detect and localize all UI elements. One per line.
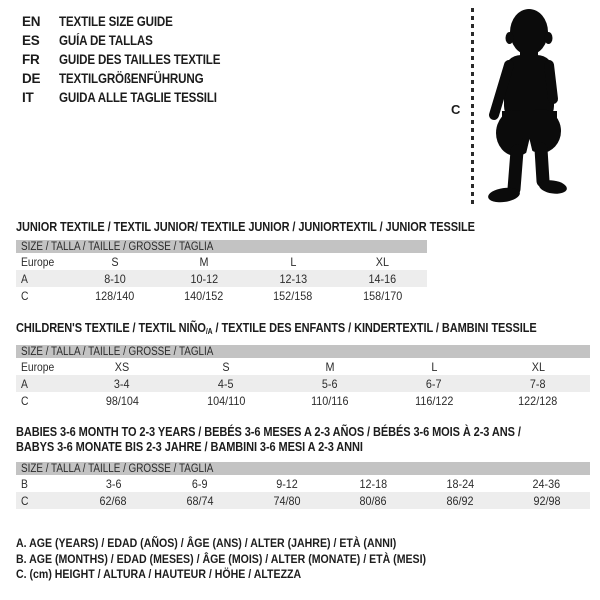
section-title-part: /A xyxy=(205,327,213,336)
row-label xyxy=(16,477,70,491)
table-cell-text: 80/86 xyxy=(359,493,387,508)
table-cell-text: 6-7 xyxy=(426,376,442,391)
language-row-de xyxy=(22,69,247,88)
legend-line-c xyxy=(16,567,493,583)
section-title-text xyxy=(16,424,521,454)
row-label-text: C xyxy=(21,493,29,508)
table-cell xyxy=(486,377,590,391)
section-title-part: / TEXTILE DES ENFANTS / KINDERTEXTIL / BAMBINI TESSILE xyxy=(212,320,537,335)
section-title-part: BABYS 3-6 MONATE BIS 2-3 JAHRE / BAMBINI 3-6 MESI A 2-3 ANNI xyxy=(16,439,363,454)
table-cell-text: 14-16 xyxy=(368,271,397,286)
table-cell xyxy=(243,477,330,491)
table-cell-text: 12-13 xyxy=(279,271,307,286)
table-cell-text: L xyxy=(430,359,438,374)
table-cell-text: 24-36 xyxy=(532,476,561,491)
table-cell-text: 7-8 xyxy=(530,376,546,391)
section-title-children xyxy=(16,320,600,339)
height-measure-label: C xyxy=(451,102,461,117)
row-label-text: C xyxy=(21,393,29,408)
table-cell-text: 86/92 xyxy=(446,493,474,508)
table-cell xyxy=(330,477,417,491)
language-guide-title-text: GUÍA DE TALLAS xyxy=(59,33,153,48)
row-label xyxy=(16,255,70,269)
row-label-text: B xyxy=(21,476,28,491)
table-cell-text: 122/128 xyxy=(518,393,558,408)
table-cell xyxy=(159,272,248,286)
table-cell-text: 5-6 xyxy=(322,376,338,391)
table-cell-text: 8-10 xyxy=(103,271,126,286)
section-title-part: BABIES 3-6 MONTH TO 2-3 YEARS / BEBÉS 3-6 MESES A 2-3 AÑOS / BÉBÉS 3-6 MOIS À 2-3 ANS / xyxy=(16,424,521,439)
table-cell xyxy=(157,477,244,491)
legend-line-a xyxy=(16,536,493,552)
table-cell xyxy=(243,494,330,508)
table-cell-text: 6-9 xyxy=(192,476,208,491)
row-label-text: A xyxy=(21,271,28,286)
table-cell-text: 74/80 xyxy=(273,493,301,508)
language-code: FR xyxy=(22,52,40,67)
row-label xyxy=(16,360,70,374)
section-title-junior xyxy=(16,219,550,234)
table-cell xyxy=(70,494,157,508)
table-row-c xyxy=(16,392,590,409)
size-bar-text: SIZE / TALLA / TAILLE / GRÖSSE / TAGLIA xyxy=(21,462,214,475)
table-cell-text: S xyxy=(222,359,230,374)
size-bar-text: SIZE / TALLA / TAILLE / GRÖSSE / TAGLIA xyxy=(21,240,214,253)
table-cell-text: 116/122 xyxy=(414,393,454,408)
table-cell xyxy=(249,289,338,303)
section-title-part: JUNIOR TEXTILE / TEXTIL JUNIOR/ TEXTILE JUNIOR / JUNIORTEXTIL / JUNIOR TESSILE xyxy=(16,219,475,234)
table-row-a xyxy=(16,270,427,287)
table-cell-text: 110/116 xyxy=(311,393,349,408)
table-cell-text: 128/140 xyxy=(95,288,135,303)
table-cell-text: XS xyxy=(114,359,130,374)
table-row-c xyxy=(16,287,427,304)
table-cell xyxy=(174,360,278,374)
table-cell xyxy=(338,272,427,286)
table-cell xyxy=(159,255,248,269)
table-cell xyxy=(382,377,486,391)
table-cell-text: 12-18 xyxy=(359,476,388,491)
section-title-text xyxy=(16,320,537,339)
table-cell xyxy=(174,394,278,408)
language-guide-title-text: TEXTILE SIZE GUIDE xyxy=(59,14,173,29)
language-code: ES xyxy=(22,33,40,48)
table-cell xyxy=(70,360,174,374)
table-cell-text: 3-6 xyxy=(105,476,122,491)
table-row-b xyxy=(16,475,590,492)
legend-line-b xyxy=(16,552,493,568)
table-row-c xyxy=(16,492,590,509)
table-cell xyxy=(503,477,590,491)
table-row-europe xyxy=(16,358,590,375)
language-row-es xyxy=(22,31,247,50)
legend-line-text: A. AGE (YEARS) / EDAD (AÑOS) / ÂGE (ANS) / ALTER (JAHRE) / ETÀ (ANNI) xyxy=(16,536,397,550)
table-row-europe xyxy=(16,253,427,270)
table-cell xyxy=(70,255,159,269)
table-cell xyxy=(417,477,504,491)
language-guide-title-text: TEXTILGRÖßENFÜHRUNG xyxy=(59,71,204,86)
table-cell xyxy=(249,255,338,269)
language-guide-title xyxy=(59,33,168,48)
language-header xyxy=(22,12,247,107)
table-cell xyxy=(174,377,278,391)
table-cell xyxy=(70,377,174,391)
table-cell xyxy=(278,360,382,374)
toddler-silhouette-icon xyxy=(478,5,574,209)
table-cell-text: 3-4 xyxy=(114,376,130,391)
section-title-babies xyxy=(16,424,600,454)
table-cell-text: 9-12 xyxy=(275,476,298,491)
language-row-fr xyxy=(22,50,247,69)
table-row-a xyxy=(16,375,590,392)
table-cell-text: 140/152 xyxy=(184,288,224,303)
table-cell-text: 98/104 xyxy=(105,393,139,408)
row-label xyxy=(16,494,70,508)
table-cell xyxy=(159,289,248,303)
table-cell xyxy=(70,394,174,408)
row-label xyxy=(16,289,70,303)
language-guide-title xyxy=(59,14,191,29)
table-cell xyxy=(157,494,244,508)
language-guide-title xyxy=(59,71,227,86)
table-cell xyxy=(338,255,427,269)
table-cell-text: 10-12 xyxy=(190,271,218,286)
table-cell-text: M xyxy=(325,359,335,374)
table-cell xyxy=(70,289,159,303)
table-cell-text: 4-5 xyxy=(218,376,234,391)
row-label xyxy=(16,377,70,391)
row-label-text: C xyxy=(21,288,29,303)
table-cell xyxy=(338,289,427,303)
table-cell-text: 18-24 xyxy=(446,476,474,491)
language-row-it xyxy=(22,88,247,107)
row-label-text: Europe xyxy=(21,359,55,374)
table-cell-text: 68/74 xyxy=(186,493,214,508)
size-bar-text: SIZE / TALLA / TAILLE / GRÖSSE / TAGLIA xyxy=(21,345,214,358)
table-cell-text: M xyxy=(199,254,209,269)
table-cell-text: 158/170 xyxy=(362,288,402,303)
size-table-babies xyxy=(16,462,590,509)
row-label-text: Europe xyxy=(21,254,55,269)
language-row-en xyxy=(22,12,247,31)
table-cell xyxy=(70,272,159,286)
table-cell xyxy=(278,394,382,408)
legend-line-text: C. (cm) HEIGHT / ALTURA / HAUTEUR / HÖHE / ALTEZZA xyxy=(16,567,302,581)
language-guide-title-text: GUIDE DES TAILLES TEXTILE xyxy=(59,52,221,67)
table-cell xyxy=(278,377,382,391)
table-cell-text: 62/68 xyxy=(99,493,127,508)
row-label xyxy=(16,272,70,286)
table-cell-text: 104/110 xyxy=(206,393,246,408)
language-code: IT xyxy=(22,90,34,105)
table-cell-text: XL xyxy=(375,254,389,269)
table-cell-text: S xyxy=(111,254,119,269)
language-code: EN xyxy=(22,14,41,29)
table-cell xyxy=(70,477,157,491)
legend-line-text: B. AGE (MONTHS) / EDAD (MESES) / ÂGE (MOIS) / ALTER (MONATE) / ETÀ (MESI) xyxy=(16,551,427,566)
size-bar-header xyxy=(16,462,590,475)
language-guide-title xyxy=(59,52,247,67)
language-guide-title-text: GUIDA ALLE TAGLIE TESSILI xyxy=(59,90,217,105)
table-cell xyxy=(503,494,590,508)
table-cell-text: XL xyxy=(531,359,545,374)
legend-footer xyxy=(16,536,493,583)
row-label-text: A xyxy=(21,376,28,391)
language-guide-title xyxy=(59,90,243,105)
table-cell xyxy=(330,494,417,508)
table-cell-text: L xyxy=(290,254,297,269)
row-label xyxy=(16,394,70,408)
table-cell xyxy=(486,360,590,374)
table-cell-text: 92/98 xyxy=(533,493,561,508)
table-cell xyxy=(486,394,590,408)
section-title-text xyxy=(16,219,475,234)
size-bar-header xyxy=(16,345,590,358)
size-table-junior xyxy=(16,240,427,304)
size-table-children xyxy=(16,345,590,409)
table-cell xyxy=(249,272,338,286)
table-cell xyxy=(382,394,486,408)
section-title-part: CHILDREN'S TEXTILE / TEXTIL NIÑO xyxy=(16,320,206,335)
height-measure-dotted-line xyxy=(471,8,474,207)
size-bar-header xyxy=(16,240,427,253)
language-code: DE xyxy=(22,71,41,86)
table-cell xyxy=(417,494,504,508)
table-cell-text: 152/158 xyxy=(273,288,313,303)
table-cell xyxy=(382,360,486,374)
